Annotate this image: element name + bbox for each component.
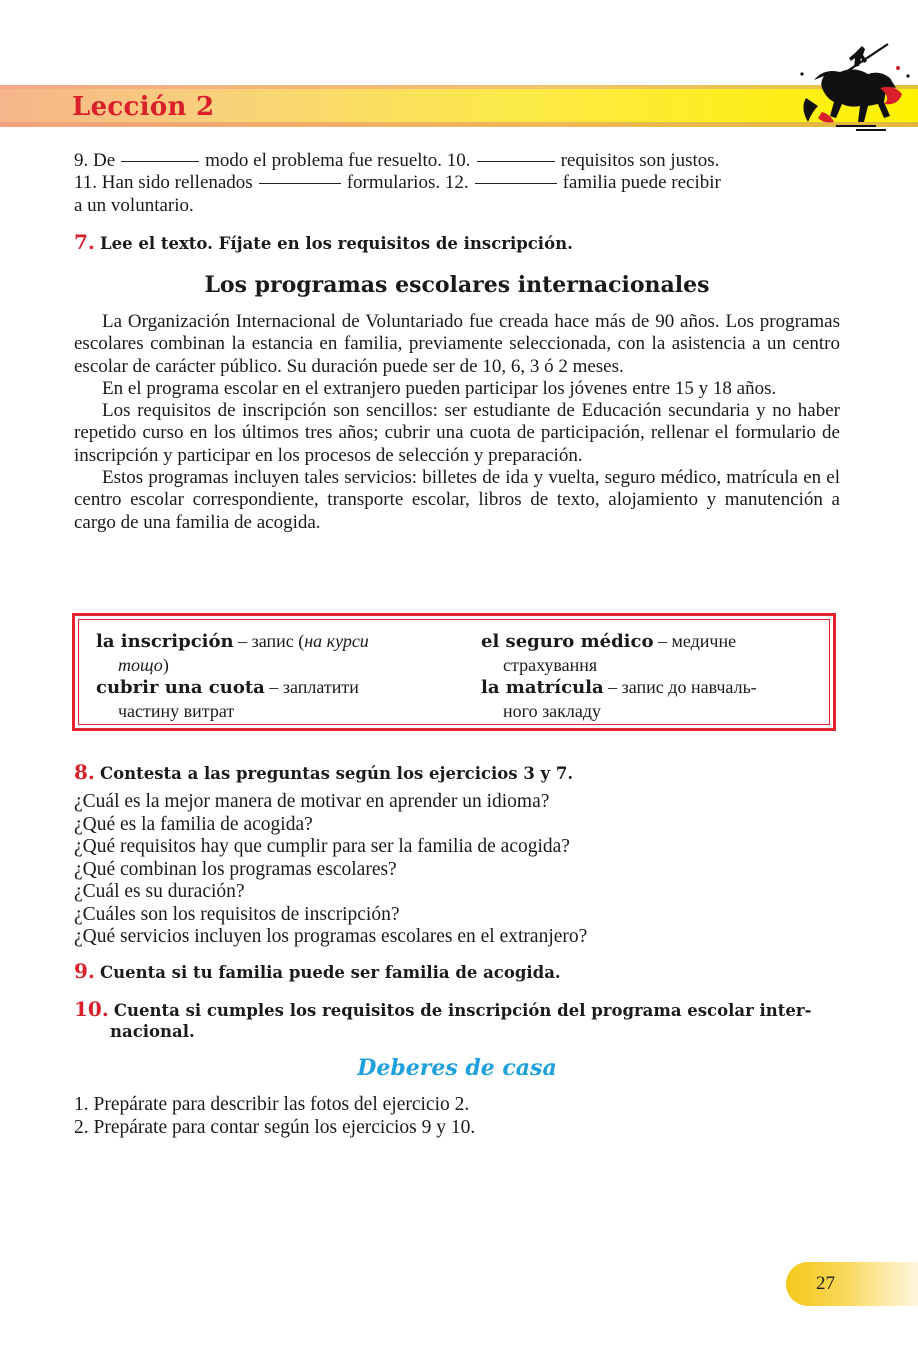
vocab-entry: la inscripción – запис (на курси тощо) bbox=[96, 631, 369, 675]
exercise-10 bbox=[74, 997, 840, 1041]
reading-paragraph: En el programa escolar en el extranjero pueden participar los jóvenes entre 15 y 18 años. bbox=[102, 377, 777, 399]
vocabulary-right-column bbox=[481, 630, 821, 722]
exercise-number: 10. bbox=[74, 997, 109, 1021]
blank-line bbox=[259, 183, 341, 184]
lesson-title: Lección 2 bbox=[72, 92, 215, 122]
sentence-line-3: a un voluntario. bbox=[74, 194, 194, 216]
page-number: 27 bbox=[816, 1273, 835, 1294]
question-item: ¿Qué es la familia de acogida? bbox=[74, 813, 313, 835]
blank-line bbox=[121, 161, 199, 162]
blank-line bbox=[475, 183, 557, 184]
exercise-instruction: Lee el texto. Fíjate en los requisitos de inscripción. bbox=[99, 234, 573, 253]
question-item: ¿Cuáles son los requisitos de inscripción? bbox=[74, 903, 400, 925]
don-quixote-silhouette-icon bbox=[796, 40, 918, 132]
vocab-entry: cubrir una cuota – заплатити частину витрат bbox=[96, 677, 359, 721]
homework-list bbox=[74, 1094, 840, 1139]
exercise-8 bbox=[74, 760, 840, 784]
exercise-7 bbox=[74, 230, 840, 254]
reading-title: Los programas escolares internacionales bbox=[204, 272, 710, 298]
homework-item: 2. Prepárate para contar según los ejercicios 9 y 10. bbox=[74, 1116, 476, 1138]
exercise-9 bbox=[74, 959, 840, 983]
question-item: ¿Cuál es la mejor manera de motivar en aprender un idioma? bbox=[74, 791, 550, 812]
exercise-instruction: Contesta a las preguntas según los ejercicios 3 y 7. bbox=[99, 764, 574, 783]
reading-paragraph: Estos programas incluyen tales servicios: billetes de ida y vuelta, seguro médico, matrícula en el centro escolar correspondiente, transporte escolar, libros de texto, alojamiento y manutención a cargo de una familia de acogida. bbox=[74, 467, 840, 533]
exercise-instruction: Cuenta si cumples los requisitos de inscripción del programa escolar inter- bbox=[113, 1001, 812, 1020]
question-item: ¿Qué combinan los programas escolares? bbox=[74, 858, 397, 880]
question-item: ¿Cuál es su duración? bbox=[74, 881, 245, 902]
reading-paragraph: La Organización Internacional de Voluntariado fue creada hace más de 90 años. Los programas escolares combinan la estancia en familia, previamente seleccionada, con la asistencia a un centro escolar de carácter público. Su duración puede ser de 10, 6, 3 ó 2 meses. bbox=[74, 311, 840, 377]
question-item: ¿Qué servicios incluyen los programas escolares en el extranjero? bbox=[74, 926, 588, 947]
exercise-instruction: Cuenta si tu familia puede ser familia de acogida. bbox=[99, 963, 561, 982]
blank-line bbox=[477, 161, 555, 162]
exercise-number: 8. bbox=[74, 760, 95, 784]
vocab-entry: la matrícula – запис до навчаль- ного закладу bbox=[481, 677, 757, 721]
homework-title: Deberes de casa bbox=[357, 1055, 557, 1081]
vocabulary-box bbox=[72, 613, 836, 731]
reading-text bbox=[74, 311, 840, 534]
exercise-instruction-cont: nacional. bbox=[110, 1022, 195, 1041]
reading-paragraph: Los requisitos de inscripción son sencillos: ser estudiante de Educación secundaria y no haber repetido curso en los últimos tres años; cubrir una cuota de participación, rellenar el formulario de inscripción y participar en los procesos de selección y preparación. bbox=[74, 400, 840, 466]
homework-item: 1. Prepárate para describir las fotos del ejercicio 2. bbox=[74, 1094, 470, 1115]
sentence-line-2: 11. Han sido rellenados formularios. 12. familia puede recibir bbox=[74, 172, 721, 194]
exercise-number: 7. bbox=[74, 230, 95, 254]
vocabulary-left-column bbox=[96, 630, 436, 722]
question-item: ¿Qué requisitos hay que cumplir para ser la familia de acogida? bbox=[74, 836, 570, 857]
exercise-number: 9. bbox=[74, 959, 95, 983]
question-list bbox=[74, 791, 840, 949]
sentence-line-1: 9. De modo el problema fue resuelto. 10. requisitos son justos. bbox=[74, 150, 720, 171]
page-number-tab bbox=[786, 1262, 918, 1306]
fill-in-sentences bbox=[74, 150, 840, 217]
vocab-entry: el seguro médico – медичне страхування bbox=[481, 631, 737, 675]
